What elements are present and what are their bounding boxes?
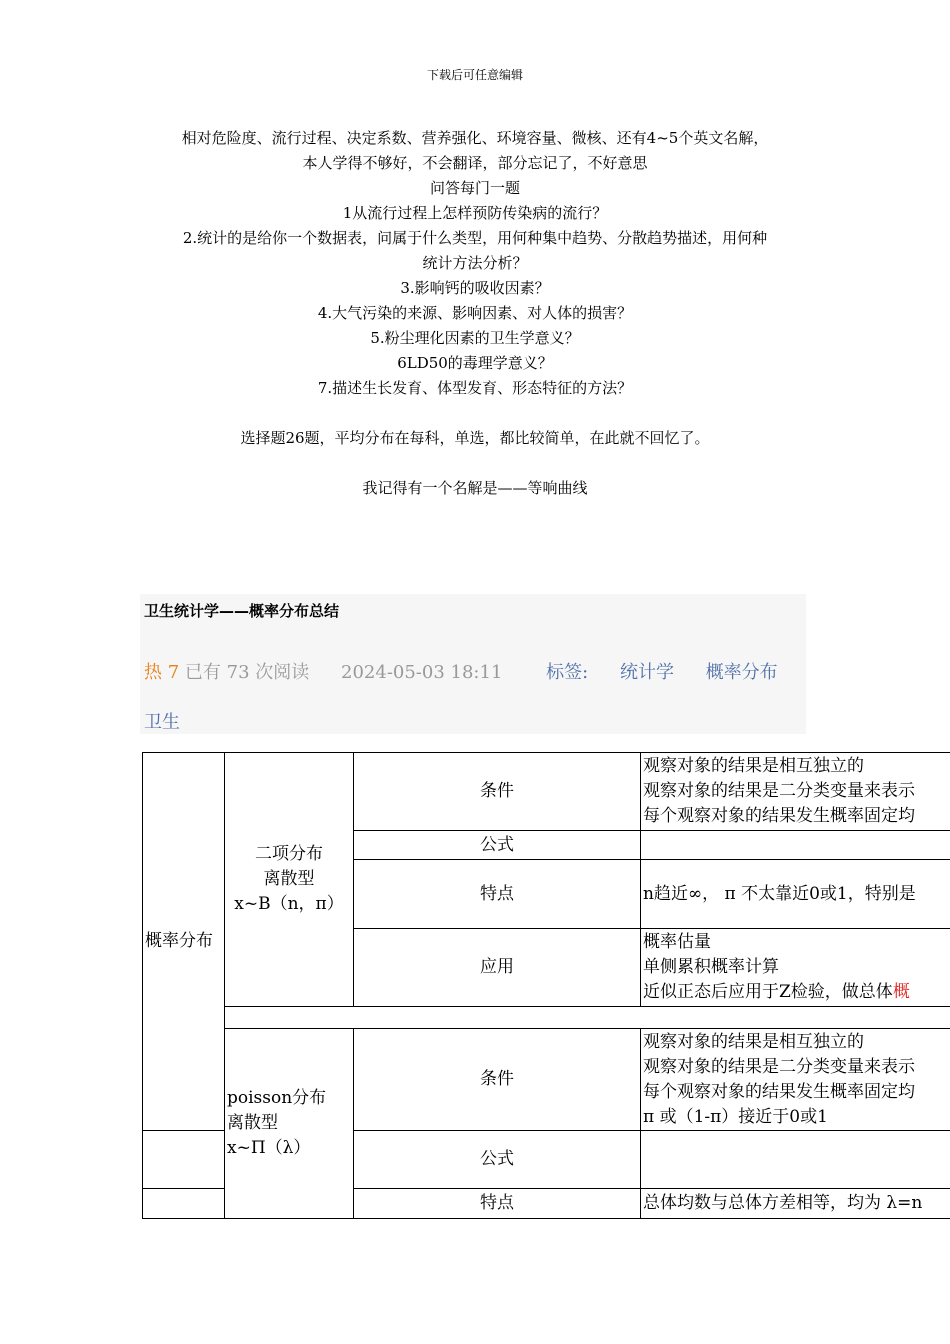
intro-line: 统计方法分析？ xyxy=(422,254,528,272)
choice-note: 选择题26题，平均分布在每科，单选，都比较简单，在此就不回忆了。 xyxy=(240,429,710,447)
distribution-table-wrap xyxy=(142,752,950,1220)
binomial-feature: n趋近∞， π 不太靠近0或1，特别是 xyxy=(641,860,950,929)
intro-line: 6LD50的毒理学意义？ xyxy=(397,354,553,372)
condition-label: 条件 xyxy=(354,1029,641,1131)
hot-count: 热 7 xyxy=(144,662,180,683)
binomial-application: 概率估量 单侧累积概率计算 近似正态后应用于Z检验，做总体概 xyxy=(641,929,950,1007)
blog-post-header xyxy=(140,594,806,734)
tag-link[interactable]: 卫生 xyxy=(144,712,180,733)
distribution-table xyxy=(142,752,950,1219)
root-cont xyxy=(143,1131,225,1189)
intro-line: 1从流行过程上怎样预防传染病的流行？ xyxy=(342,204,608,222)
post-datetime: 2024-05-03 18:11 xyxy=(341,662,503,683)
binomial-formula xyxy=(641,831,950,860)
root-label: 概率分布 xyxy=(143,753,225,1131)
blog-meta xyxy=(144,658,778,684)
formula-label: 公式 xyxy=(354,1131,641,1189)
intro-line: 4.大气污染的来源、影响因素、对人体的损害？ xyxy=(317,304,633,322)
condition-label: 条件 xyxy=(354,753,641,831)
tag-link[interactable]: 概率分布 xyxy=(705,662,778,683)
spacer-row xyxy=(225,1007,950,1029)
binomial-name: 二项分布 离散型 x~B（n，π） xyxy=(225,753,354,1007)
tag-link[interactable]: 统计学 xyxy=(619,662,674,683)
intro-line: 相对危险度、流行过程、决定系数、营养强化、环境容量、微核、还有4~5个英文名解， xyxy=(181,129,769,147)
intro-line: 问答每门一题 xyxy=(429,179,520,197)
feature-label: 特点 xyxy=(354,1189,641,1219)
root-cont xyxy=(143,1189,225,1219)
blog-title[interactable]: 卫生统计学——概率分布总结 xyxy=(144,602,340,620)
intro-line: 3.影响钙的吸收因素？ xyxy=(400,279,550,297)
poisson-name: poisson分布 离散型 x~Π（λ） xyxy=(225,1029,354,1219)
read-count: 已有 73 次阅读 xyxy=(184,662,310,683)
remember-note: 我记得有一个名解是——等响曲线 xyxy=(362,479,588,497)
intro-line: 5.粉尘理化因素的卫生学意义？ xyxy=(370,329,580,347)
tag-label: 标签: xyxy=(546,662,589,683)
page-header: 下载后可任意编辑 xyxy=(426,68,523,82)
poisson-formula xyxy=(641,1131,950,1189)
intro-line: 本人学得不够好，不会翻译，部分忘记了，不好意思 xyxy=(302,154,648,172)
intro-line: 2.统计的是给你一个数据表，问属于什么类型，用何种集中趋势、分散趋势描述，用何种 xyxy=(182,229,768,247)
application-label: 应用 xyxy=(354,929,641,1007)
intro-text xyxy=(140,126,810,501)
binomial-conditions: 观察对象的结果是相互独立的 观察对象的结果是二分类变量来表示 每个观察对象的结果发生概率固定均 xyxy=(641,753,950,831)
poisson-conditions: 观察对象的结果是相互独立的 观察对象的结果是二分类变量来表示 每个观察对象的结果发生概率固定均 π 或（1-π）接近于0或1 xyxy=(641,1029,950,1131)
poisson-feature: 总体均数与总体方差相等，均为 λ=n xyxy=(641,1189,950,1219)
intro-line: 7.描述生长发育、体型发育、形态特征的方法？ xyxy=(317,379,633,397)
formula-label: 公式 xyxy=(354,831,641,860)
feature-label: 特点 xyxy=(354,860,641,929)
